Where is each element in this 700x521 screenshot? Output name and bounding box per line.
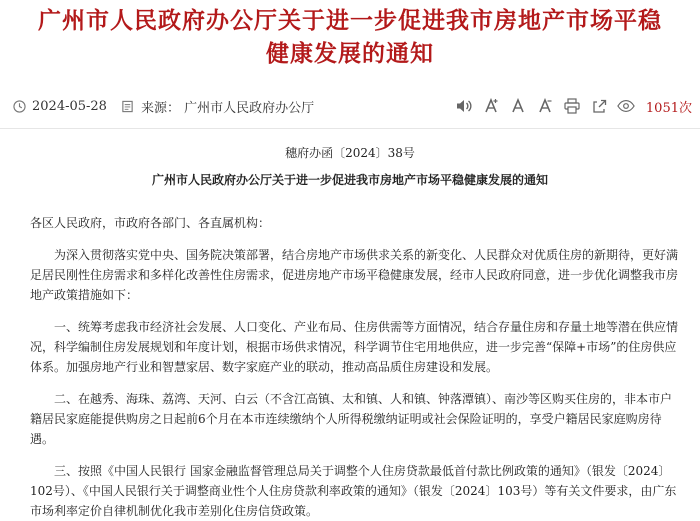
- font-size-increase-icon[interactable]: [482, 97, 500, 115]
- document-number: 穗府办函〔2024〕38号: [285, 146, 415, 160]
- document-title: 广州市人民政府办公厅关于进一步促进我市房地产市场平稳健康发展的通知: [151, 173, 548, 187]
- paragraph-1: 一、统筹考虑我市经济社会发展、人口变化、产业布局、住房供需等方面情况，结合存量住房和存量土地等潜在供应情况，科学编制住房发展规划和年度计划，根据市场供求情况，科学调节住宅用地供应，进一步完善“保障+市场”的住房供应体系。加强房地产行业和智慧家居、数字家庭产业的联动，推动高品质住房建设和发展。: [30, 320, 679, 374]
- eye-icon: [617, 97, 635, 115]
- page-title-line-1: 广州市人民政府办公厅关于进一步促进我市房地产市场平稳: [38, 7, 662, 34]
- share-icon[interactable]: [590, 97, 608, 115]
- salutation: 各区人民政府，市政府各部门、各直属机构：: [30, 216, 271, 230]
- divider: [0, 128, 700, 129]
- paragraph-2: 二、在越秀、海珠、荔湾、天河、白云（不含江高镇、太和镇、人和镇、钟落潭镇）、南沙等区购买住房的，非本市户籍居民家庭能提供购房之日起前6个月在本市连续缴纳个人所得税缴纳证明或社会保险证明的，享受户籍居民家庭购房待遇。: [30, 392, 673, 446]
- view-count: 1051次: [645, 100, 692, 116]
- font-size-decrease-icon[interactable]: [536, 97, 554, 115]
- publish-date: 2024-05-28: [32, 98, 107, 114]
- speaker-icon[interactable]: [455, 97, 473, 115]
- paragraph-intro: 为深入贯彻落实党中央、国务院决策部署，结合房地产市场供求关系的新变化、人民群众对优质住房的新期待，更好满足居民刚性住房需求和多样化改善性住房需求，促进房地产市场平稳健康发展，经市人民政府同意，进一步优化调整我市房地产政策措施如下：: [30, 248, 679, 302]
- clock-icon: [12, 99, 26, 113]
- font-size-default-icon[interactable]: [509, 97, 527, 115]
- source-label: 来源： 广州市人民政府办公厅: [140, 100, 315, 116]
- document-icon: [121, 99, 135, 113]
- print-icon[interactable]: [563, 97, 581, 115]
- paragraph-3: 三、按照《中国人民银行 国家金融监督管理总局关于调整个人住房贷款最低首付款比例政策的通知》（银发〔2024〕102号）、《中国人民银行关于调整商业性个人住房贷款利率政策的通知》（银发〔2024〕103号）等有关文件要求，由广东市场利率定价自律机制优化我市差别化住房信贷政策。: [30, 464, 677, 518]
- page-title: [0, 4, 700, 70]
- article-meta-bar: [12, 94, 692, 118]
- document-body: [30, 213, 678, 521]
- page-title-line-2: 健康发展的通知: [266, 40, 434, 67]
- article-toolbar: [455, 97, 692, 116]
